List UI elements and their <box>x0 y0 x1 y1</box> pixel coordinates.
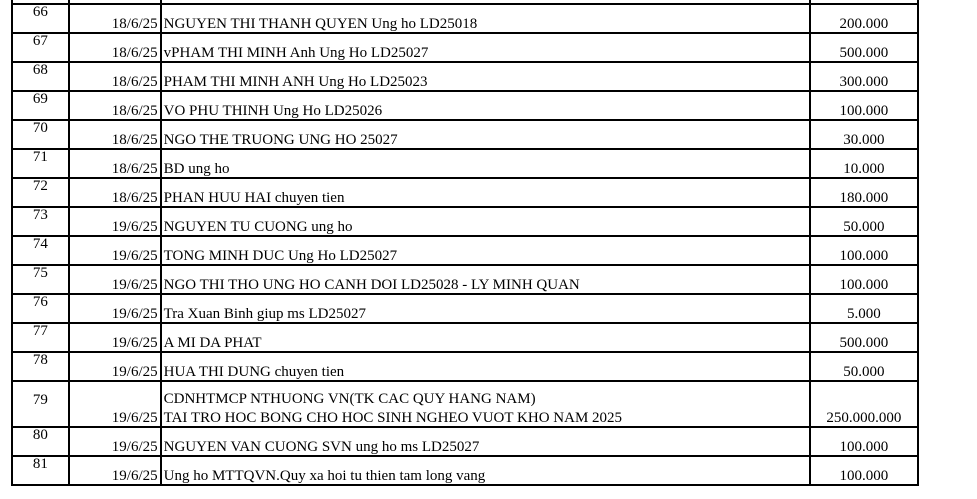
cell-description <box>161 381 810 427</box>
cell-date: 18/6/25 <box>69 33 161 62</box>
cell-description: NGUYEN TU CUONG ung ho <box>161 207 810 236</box>
cell-date: 19/6/25 <box>69 207 161 236</box>
cell-date: 19/6/25 <box>69 456 161 485</box>
cell-description: NGO THI THO UNG HO CANH DOI LD25028 - LY MINH QUAN <box>161 265 810 294</box>
cell-date: 19/6/25 <box>69 381 161 427</box>
description-line-1: CDNHTMCP NTHUONG VN(TK CAC QUY HANG NAM) <box>163 391 536 407</box>
table-row <box>12 352 918 381</box>
cell-amount: 50.000 <box>810 352 918 381</box>
cell-date: 19/6/25 <box>69 352 161 381</box>
cell-amount: 100.000 <box>810 265 918 294</box>
cell-description: A MI DA PHAT <box>161 323 810 352</box>
cell-no: 70 <box>12 120 69 149</box>
cell-no: 81 <box>12 456 69 485</box>
cell-description: NGUYEN VAN CUONG SVN ung ho ms LD25027 <box>161 427 810 456</box>
table-row <box>12 236 918 265</box>
cell-no: 78 <box>12 352 69 381</box>
cell-description: PHAN HUU HAI chuyen tien <box>161 178 810 207</box>
table-row <box>12 4 918 33</box>
cell-description: Tra Xuan Binh giup ms LD25027 <box>161 294 810 323</box>
cell-amount: 500.000 <box>810 323 918 352</box>
cell-description: VO PHU THINH Ung Ho LD25026 <box>161 91 810 120</box>
table-row <box>12 323 918 352</box>
cell-no: 71 <box>12 149 69 178</box>
table-row <box>12 149 918 178</box>
cell-date: 18/6/25 <box>69 120 161 149</box>
cell-no: 66 <box>12 4 69 33</box>
cell-no: 72 <box>12 178 69 207</box>
cell-description: HUA THI DUNG chuyen tien <box>161 352 810 381</box>
table-row <box>12 91 918 120</box>
cell-description: vPHAM THI MINH Anh Ung Ho LD25027 <box>161 33 810 62</box>
cell-no: 67 <box>12 33 69 62</box>
cell-date: 19/6/25 <box>69 323 161 352</box>
cell-no: 76 <box>12 294 69 323</box>
cell-no: 75 <box>12 265 69 294</box>
table-row-multiline <box>12 381 918 427</box>
cell-date: 18/6/25 <box>69 91 161 120</box>
cell-amount: 100.000 <box>810 91 918 120</box>
table-row <box>12 456 918 485</box>
cell-amount: 300.000 <box>810 62 918 91</box>
cell-no: 79 <box>12 381 69 427</box>
cell-date: 19/6/25 <box>69 236 161 265</box>
table-row <box>12 62 918 91</box>
cell-amount: 5.000 <box>810 294 918 323</box>
cell-amount: 180.000 <box>810 178 918 207</box>
table-row <box>12 265 918 294</box>
donation-ledger-table <box>11 0 919 486</box>
cell-no: 80 <box>12 427 69 456</box>
cell-date: 18/6/25 <box>69 4 161 33</box>
cell-no: 73 <box>12 207 69 236</box>
cell-amount: 500.000 <box>810 33 918 62</box>
cell-date: 19/6/25 <box>69 265 161 294</box>
cell-amount: 200.000 <box>810 4 918 33</box>
cell-date: 19/6/25 <box>69 427 161 456</box>
cell-amount: 10.000 <box>810 149 918 178</box>
cell-description: Ung ho MTTQVN.Quy xa hoi tu thien tam long vang <box>161 456 810 485</box>
description-line-2: TAI TRO HOC BONG CHO HOC SINH NGHEO VUOT KHO NAM 2025 <box>163 410 623 426</box>
cell-amount: 250.000.000 <box>810 381 918 427</box>
table-row <box>12 294 918 323</box>
cell-description: BD ung ho <box>161 149 810 178</box>
cell-amount: 100.000 <box>810 427 918 456</box>
table-row <box>12 207 918 236</box>
cell-amount: 100.000 <box>810 236 918 265</box>
cell-description: NGO THE TRUONG UNG HO 25027 <box>161 120 810 149</box>
cell-description: NGUYEN THI THANH QUYEN Ung ho LD25018 <box>161 4 810 33</box>
cell-description: PHAM THI MINH ANH Ung Ho LD25023 <box>161 62 810 91</box>
cell-date: 19/6/25 <box>69 294 161 323</box>
table-row <box>12 120 918 149</box>
cell-description: TONG MINH DUC Ung Ho LD25027 <box>161 236 810 265</box>
cell-no: 69 <box>12 91 69 120</box>
table-row <box>12 427 918 456</box>
cell-amount: 100.000 <box>810 456 918 485</box>
cell-date: 18/6/25 <box>69 62 161 91</box>
cell-no: 77 <box>12 323 69 352</box>
table-row <box>12 33 918 62</box>
cell-amount: 50.000 <box>810 207 918 236</box>
cell-no: 68 <box>12 62 69 91</box>
table-row <box>12 178 918 207</box>
cell-date: 18/6/25 <box>69 149 161 178</box>
cell-date: 18/6/25 <box>69 178 161 207</box>
cell-amount: 30.000 <box>810 120 918 149</box>
cell-no: 74 <box>12 236 69 265</box>
